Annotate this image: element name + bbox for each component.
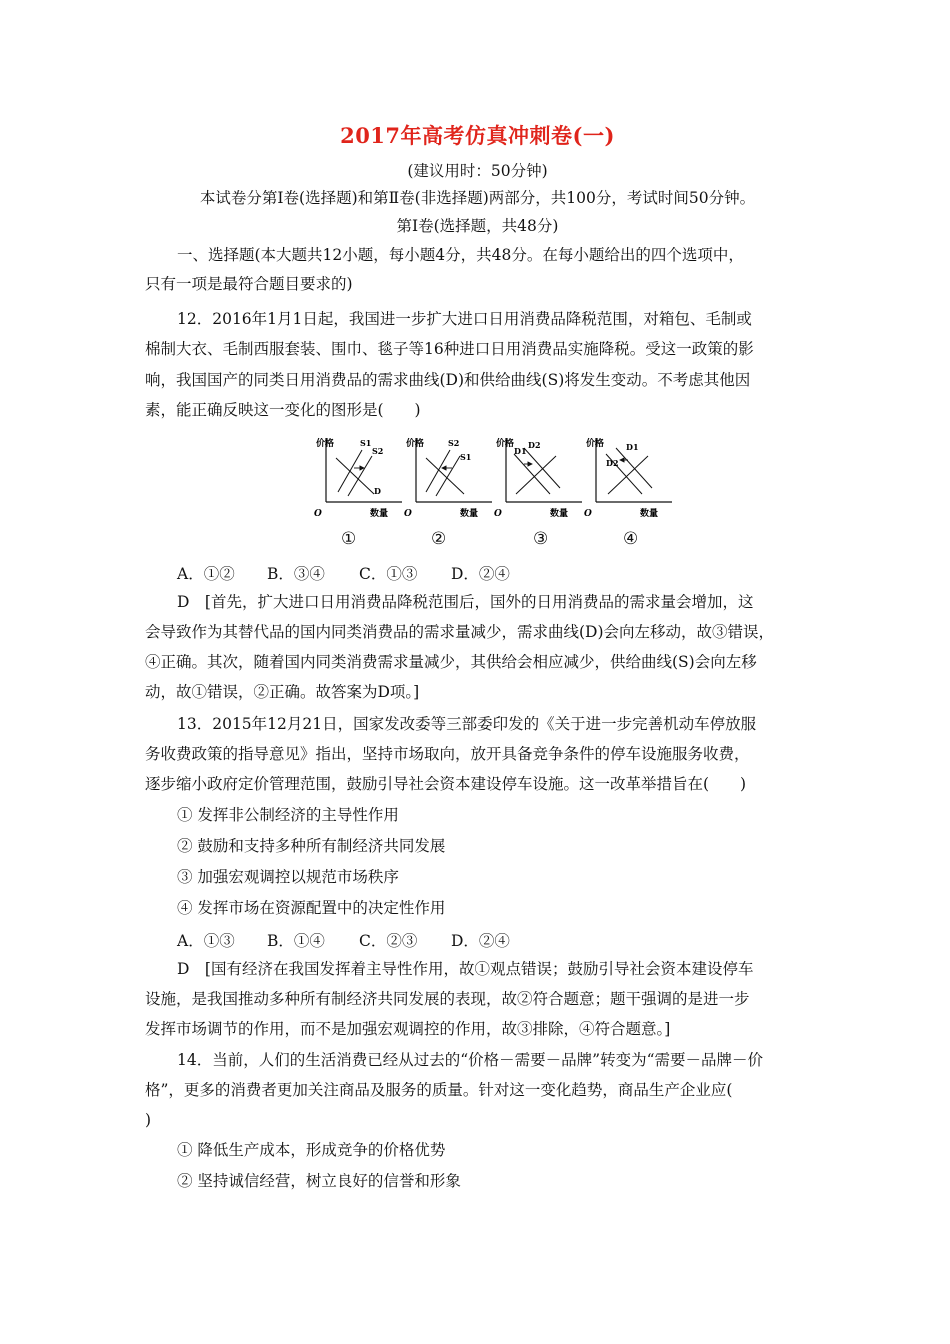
q12-line3: 响，我国国产的同类日用消费品的需求曲线(D)和供给曲线(S)将发生变动。不考虑其他因 (145, 371, 751, 389)
q14-line2: 格”，更多的消费者更加关注商品及服务的质量。针对这一变化趋势，商品生产企业应( (145, 1081, 733, 1099)
graph-1 (314, 437, 402, 519)
y-axis-label: 价格 (316, 439, 335, 449)
x-axis-label: 数量 (460, 509, 479, 519)
q14-line1: 14．当前，人们的生活消费已经从过去的“价格－需要－品牌”转变为“需要－品牌－价 (177, 1051, 763, 1069)
q13-item-1: ① 发挥非公制经济的主导性作用 (177, 806, 399, 824)
q12-option-c: C．①③ (359, 565, 418, 583)
q12-answer-line4: 动，故①错误，②正确。故答案为D项。] (145, 683, 420, 701)
q13-line1: 13．2015年12月21日，国家发改委等三部委印发的《关于进一步完善机动车停放服 (177, 715, 757, 733)
q13-option-a: A．①③ (177, 932, 235, 950)
q13-line2: 务收费政策的指导意见》指出，坚持市场取向，放开具备竞争条件的停车设施服务收费， (145, 745, 750, 763)
q13-item-4: ④ 发挥市场在资源配置中的决定性作用 (177, 899, 446, 917)
suggested-time: (建议用时：50分钟) (407, 162, 548, 180)
q12-line1: 12．2016年1月1日起，我国进一步扩大进口日用消费品降税范围，对箱包、毛制或 (177, 310, 752, 328)
origin-label: O (584, 509, 592, 519)
q14-item-2: ② 坚持诚信经营，树立良好的信誉和形象 (177, 1172, 461, 1190)
origin-label: O (494, 509, 502, 519)
q12-line2: 棉制大衣、毛制西服套装、围巾、毯子等16种进口日用消费品实施降税。受这一政策的影 (145, 340, 754, 358)
q12-option-b: B．③④ (267, 565, 325, 583)
x-axis-label: 数量 (370, 509, 389, 519)
q12-line4: 素，能正确反映这一变化的图形是( ) (145, 401, 421, 419)
q13-option-d: D．②④ (451, 932, 510, 950)
section1-line1: 一、选择题(本大题共12小题，每小题4分，共48分。在每小题给出的四个选项中， (177, 246, 744, 264)
curve-label: S2 (372, 446, 384, 456)
q13-answer-line1: D [国有经济在我国发挥着主导性作用，故①观点错误；鼓励引导社会资本建设停车 (177, 960, 754, 978)
q13-answer-line3: 发挥市场调节的作用，而不是加强宏观调控的作用，故③排除，④符合题意。] (145, 1020, 671, 1038)
q12-answer-line1: D [首先，扩大进口日用消费品降税范围后，国外的日用消费品的需求量会增加，这 (177, 593, 754, 611)
origin-label: O (404, 509, 412, 519)
page-title: 2017年高考仿真冲刺卷(一) (340, 123, 615, 148)
q13-item-2: ② 鼓励和支持多种所有制经济共同发展 (177, 837, 446, 855)
figure-label-1: ① (341, 529, 357, 549)
x-axis-label: 数量 (550, 509, 569, 519)
figure-label-3: ③ (533, 529, 549, 549)
curve-label: S1 (460, 452, 472, 462)
section1-line2: 只有一项是最符合题目要求的) (145, 275, 353, 293)
part1-heading: 第Ⅰ卷(选择题，共48分) (396, 217, 559, 235)
q12-option-a: A．①② (177, 565, 235, 583)
q12-answer-line2: 会导致作为其替代品的国内同类消费品的需求量减少，需求曲线(D)会向左移动，故③错误， (145, 623, 775, 641)
figure-label-4: ④ (623, 529, 639, 549)
q12-figures (310, 430, 710, 522)
q13-option-b: B．①④ (267, 932, 325, 950)
curve-label: D (374, 486, 381, 496)
origin-label: O (314, 509, 322, 519)
y-axis-label: 价格 (406, 439, 425, 449)
curve-label: S1 (360, 438, 372, 448)
curve-label: D2 (606, 458, 619, 468)
graph-4 (584, 437, 672, 519)
y-axis-label: 价格 (496, 439, 515, 449)
q13-answer-line2: 设施，是我国推动多种所有制经济共同发展的表现，故②符合题意；题干强调的是进一步 (145, 990, 750, 1008)
q14-line3: ) (145, 1111, 152, 1129)
curve-label: D1 (514, 446, 527, 456)
x-axis-label: 数量 (640, 509, 659, 519)
exam-intro: 本试卷分第Ⅰ卷(选择题)和第Ⅱ卷(非选择题)两部分，共100分，考试时间50分钟。 (199, 189, 756, 207)
q12-answer-line3: ④正确。其次，随着国内同类消费需求量减少，其供给会相应减少，供给曲线(S)会向左移 (145, 653, 757, 671)
graph-2 (404, 437, 492, 519)
q12-option-d: D．②④ (451, 565, 510, 583)
figure-label-2: ② (431, 529, 447, 549)
q13-option-c: C．②③ (359, 932, 418, 950)
y-axis-label: 价格 (586, 439, 605, 449)
q14-item-1: ① 降低生产成本，形成竞争的价格优势 (177, 1141, 446, 1159)
graph-3 (494, 437, 582, 519)
curve-label: S2 (448, 438, 460, 448)
curve-label: D2 (528, 440, 541, 450)
q13-line3: 逐步缩小政府定价管理范围，鼓励引导社会资本建设停车设施。这一改革举措旨在( ) (145, 775, 747, 793)
q13-item-3: ③ 加强宏观调控以规范市场秩序 (177, 868, 399, 886)
curve-label: D1 (626, 442, 639, 452)
